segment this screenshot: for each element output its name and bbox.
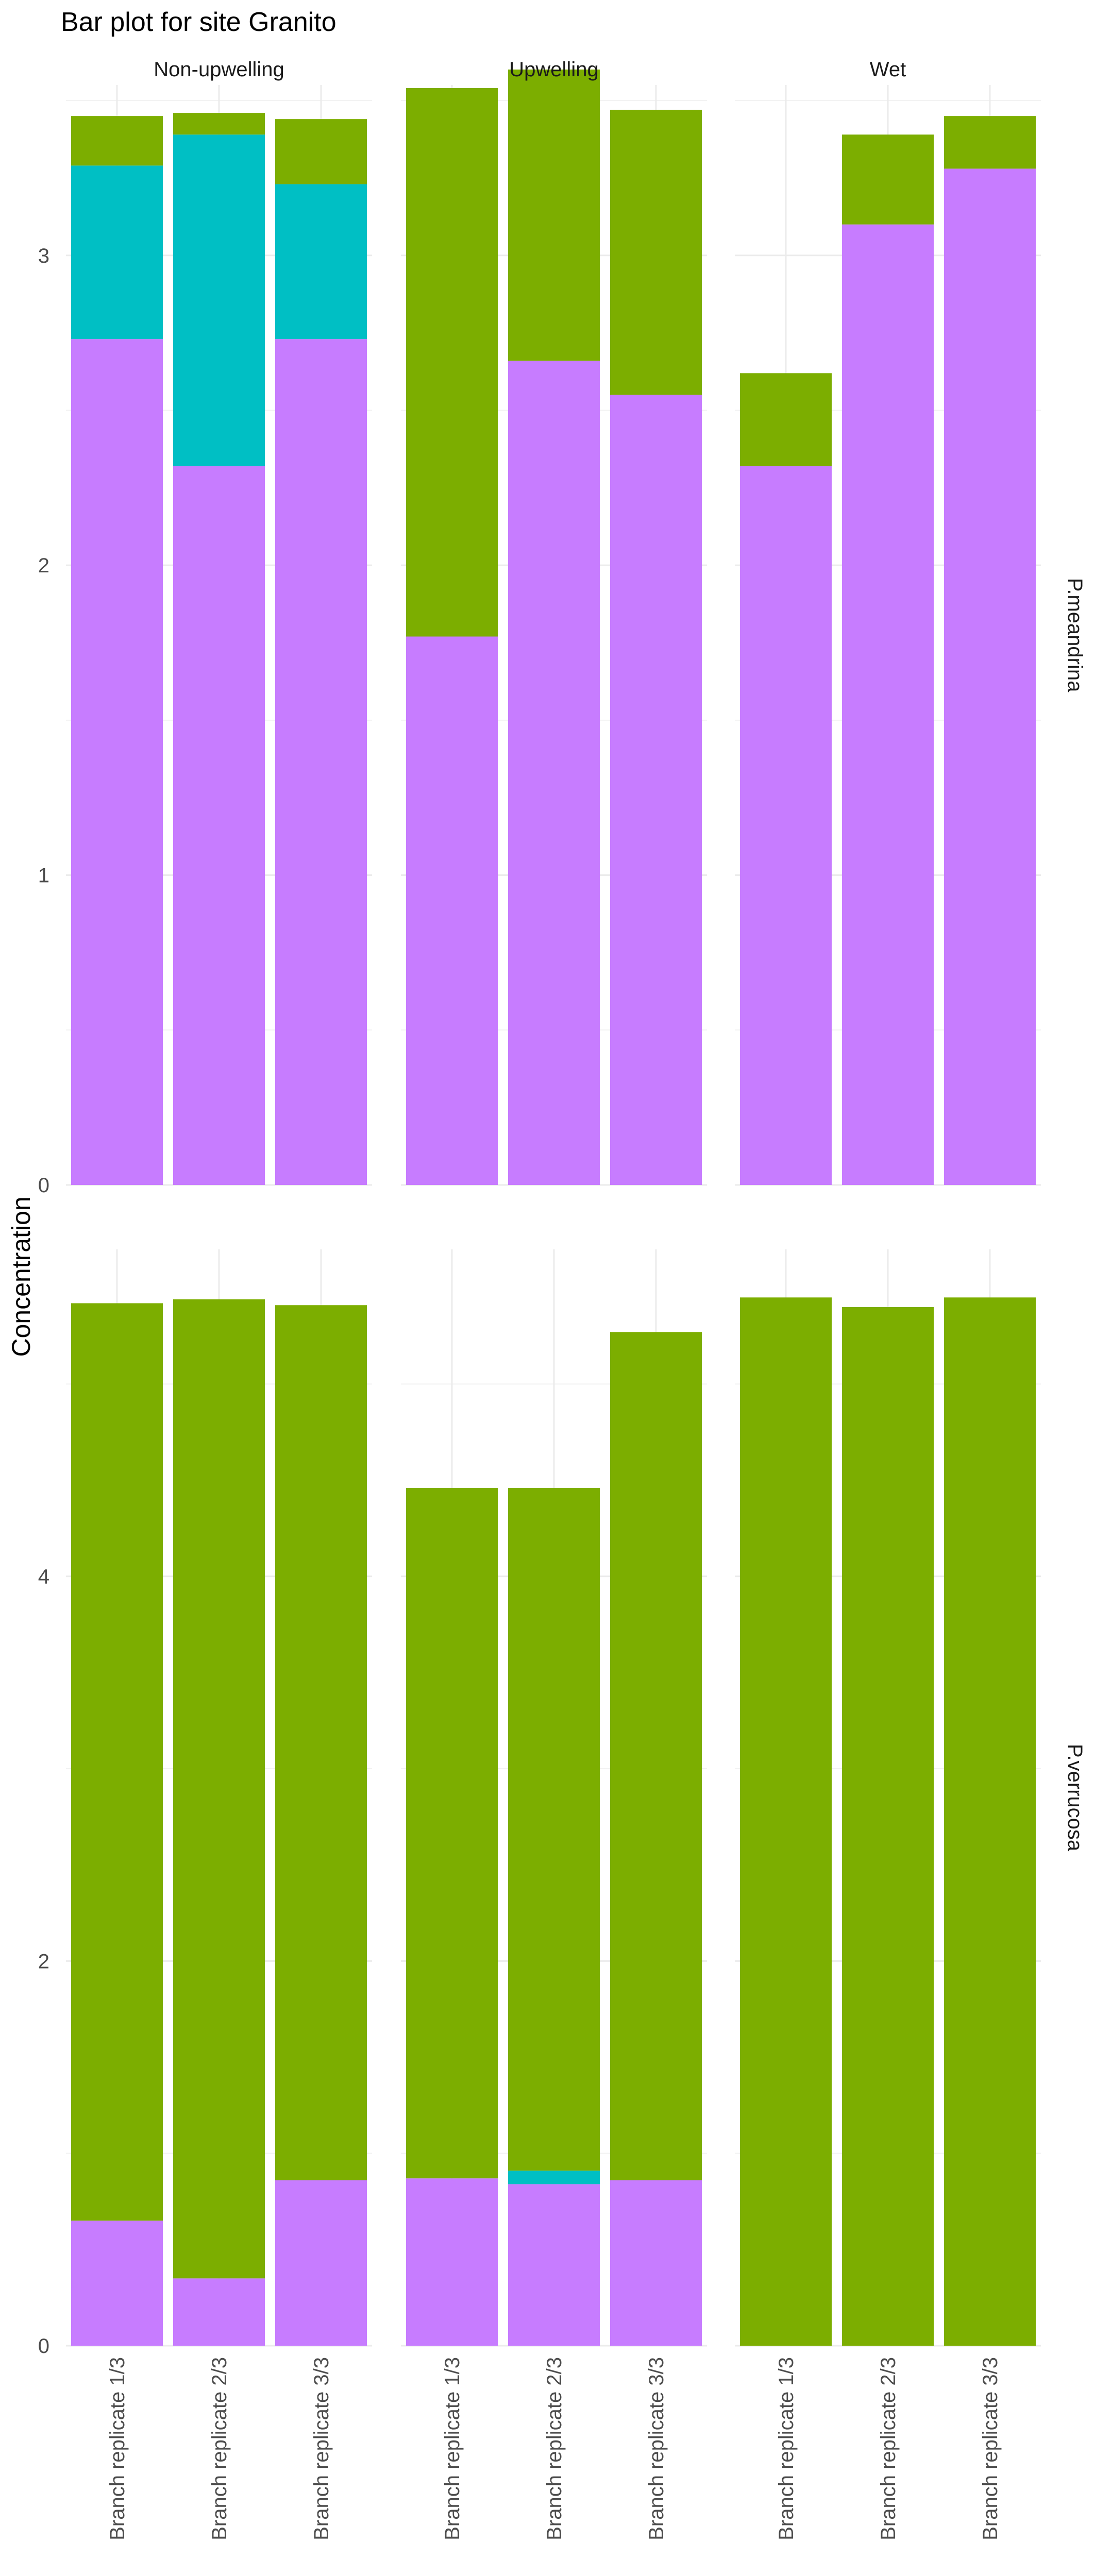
bar-segment-d1 bbox=[740, 466, 832, 1185]
y-tick-label: 0 bbox=[38, 2335, 49, 2358]
bar-segment-d1 bbox=[406, 2178, 498, 2346]
bar-segment-c42a bbox=[275, 184, 367, 339]
y-tick-label: 2 bbox=[38, 1950, 49, 1973]
bar-segment-c42a bbox=[508, 2171, 600, 2184]
x-tick-label: Branch replicate 2/3 bbox=[877, 2357, 900, 2540]
y-tick-label: 0 bbox=[38, 1174, 49, 1197]
bar-segment-c1d bbox=[173, 113, 265, 134]
bar-segment-d1 bbox=[508, 361, 600, 1185]
x-tick-label: Branch replicate 3/3 bbox=[645, 2357, 668, 2540]
bar-segment-c1d bbox=[275, 1305, 367, 2180]
bar-segment-d1 bbox=[173, 466, 265, 1185]
plot-area bbox=[38, 58, 1086, 2540]
bar-segment-c1d bbox=[944, 1297, 1036, 2346]
x-tick-label: Branch replicate 2/3 bbox=[208, 2357, 231, 2540]
bar-segment-d1 bbox=[508, 2184, 600, 2346]
facet-column-label: Non-upwelling bbox=[154, 58, 284, 81]
bar-segment-d1 bbox=[610, 395, 702, 1185]
bar-segment-c1d bbox=[275, 119, 367, 184]
bar-segment-d1 bbox=[944, 168, 1036, 1185]
facet-row-label: P.verrucosa bbox=[1064, 1743, 1086, 1852]
bar-segment-d1 bbox=[610, 2180, 702, 2346]
bar-segment-c1d bbox=[71, 116, 163, 165]
x-tick-label: Branch replicate 3/3 bbox=[310, 2357, 333, 2540]
bar-segment-c1d bbox=[71, 1303, 163, 2221]
bar-segment-c1d bbox=[842, 134, 934, 224]
chart-title: Bar plot for site Granito bbox=[61, 7, 336, 37]
facet-row-label: P.meandrina bbox=[1064, 578, 1086, 692]
y-tick-label: 1 bbox=[38, 864, 49, 887]
bar-segment-d1 bbox=[275, 2180, 367, 2346]
bar-segment-c1d bbox=[842, 1307, 934, 2346]
facet-column-label: Upwelling bbox=[509, 58, 599, 81]
bar-segment-c1d bbox=[508, 1488, 600, 2171]
y-axis-title: Concentration bbox=[7, 1196, 36, 1357]
x-tick-label: Branch replicate 2/3 bbox=[543, 2357, 566, 2540]
bar-segment-c1d bbox=[740, 373, 832, 466]
bar-segment-c1d bbox=[740, 1297, 832, 2346]
bar-segment-d1 bbox=[173, 2278, 265, 2346]
x-tick-label: Branch replicate 3/3 bbox=[979, 2357, 1002, 2540]
bar-segment-c42a bbox=[71, 165, 163, 339]
y-tick-label: 2 bbox=[38, 554, 49, 578]
bar-segment-d1 bbox=[406, 637, 498, 1185]
y-tick-label: 4 bbox=[38, 1565, 49, 1588]
bar-segment-c1d bbox=[508, 70, 600, 361]
y-tick-label: 3 bbox=[38, 244, 49, 267]
bar-segment-c1d bbox=[173, 1299, 265, 2278]
x-tick-label: Branch replicate 1/3 bbox=[775, 2357, 798, 2540]
bar-segment-d1 bbox=[71, 2221, 163, 2346]
bar-segment-c1d bbox=[944, 116, 1036, 168]
bar-segment-d1 bbox=[842, 225, 934, 1185]
bar-segment-c1d bbox=[610, 1332, 702, 2180]
bar-segment-d1 bbox=[71, 339, 163, 1185]
bar-segment-c1d bbox=[406, 1488, 498, 2178]
x-tick-label: Branch replicate 1/3 bbox=[441, 2357, 464, 2540]
bar-segment-c1d bbox=[610, 110, 702, 395]
bar-segment-d1 bbox=[275, 339, 367, 1185]
facet-column-label: Wet bbox=[869, 58, 906, 81]
x-tick-label: Branch replicate 1/3 bbox=[106, 2357, 129, 2540]
bar-segment-c42a bbox=[173, 134, 265, 466]
bar-segment-c1d bbox=[406, 88, 498, 636]
